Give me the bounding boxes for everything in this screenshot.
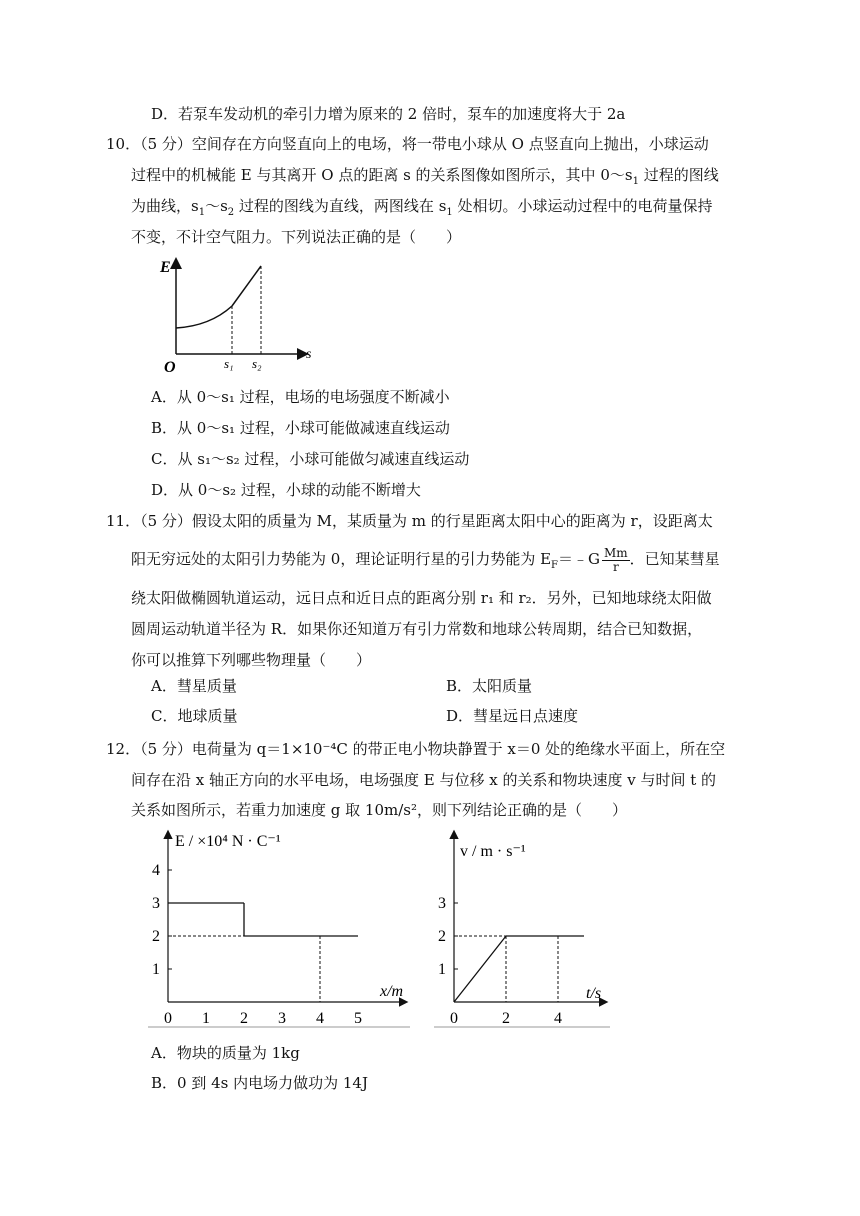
q10-sub: 1	[446, 207, 453, 218]
q10-stem-line-4: 不变，不计空气阻力。下列说法正确的是（ ）	[131, 228, 462, 246]
q11-fraction-den: r	[612, 559, 619, 574]
q12-option-b: B．0 到 4s 内电场力做功为 14J	[151, 1074, 368, 1092]
q10-line2-tail: 过程的图线	[638, 166, 719, 184]
q11-stem-line-1: 11．（5 分）假设太阳的质量为 M，某质量为 m 的行星距离太阳中心的距离为 r，设距离太	[106, 512, 713, 530]
q11-option-b: B．太阳质量	[446, 677, 533, 695]
v-x-tick-label: 0	[450, 1010, 458, 1027]
q12-option-a: A．物块的质量为 1kg	[151, 1044, 300, 1062]
v-x-tick-label: 2	[502, 1010, 510, 1027]
q10-option-a: A．从 0～s₁ 过程，电场的电场强度不断减小	[151, 388, 450, 406]
q10-energy-graph	[150, 254, 320, 376]
q12-v-t-graph	[434, 826, 614, 1030]
q11-stem-line-4: 圆周运动轨道半径为 R．如果你还知道万有引力常数和地球公转周期，结合已知数据，	[131, 620, 703, 638]
e-y-tick-label: 3	[152, 895, 160, 912]
q12-e-x-graph	[148, 826, 420, 1030]
e-y-tick-label: 2	[152, 928, 160, 945]
q10-sub-1: 1	[632, 176, 639, 187]
q11-line2-post: ．已知某彗星	[629, 550, 720, 568]
q11-stem-line-3: 绕太阳做椭圆轨道运动，远日点和近日点的距离分别 r₁ 和 r₂．另外，已知地球绕太阳做	[131, 589, 712, 607]
q12-stem-line-2: 间存在沿 x 轴正方向的水平电场，电场强度 E 与位移 x 的关系和物块速度 v 与时间 t 的	[131, 771, 717, 789]
q10-curve-segment	[176, 306, 232, 328]
q10-stem-line-2	[131, 165, 719, 192]
q12-e-y-label: E / ×10⁴ N · C⁻¹	[175, 833, 281, 850]
v-y-tick-label: 3	[438, 895, 446, 912]
q10-stem-line-3	[131, 196, 713, 223]
e-y-tick-label: 1	[152, 961, 160, 978]
v-y-tick-label: 2	[438, 928, 446, 945]
q11-fraction-num: Mm	[603, 545, 628, 560]
q10-straight-segment	[232, 266, 261, 306]
q11-stem-line-2	[131, 542, 720, 576]
q10-line3-text: ～s	[205, 197, 228, 215]
q11-option-c: C．地球质量	[151, 707, 238, 725]
e-x-tick-label: 0	[164, 1010, 172, 1027]
q12-stem-line-1: 12．（5 分）电荷量为 q＝1×10⁻⁴C 的带正电小物块静置于 x＝0 处的绝缘水平面上，所在空	[106, 740, 726, 758]
e-x-tick-label: 1	[202, 1010, 210, 1027]
q10-line3-text: 处相切。小球运动过程中的电荷量保持	[452, 197, 713, 215]
q10-x-label: s	[306, 347, 312, 362]
q10-option-d: D．从 0～s₂ 过程，小球的动能不断增大	[151, 481, 421, 499]
q10-s1-label: s₁	[224, 356, 234, 371]
q12-stem-line-3: 关系如图所示，若重力加速度 g 取 10m/s²，则下列结论正确的是（ ）	[131, 801, 627, 819]
q12-e-x-label: x/m	[380, 983, 404, 1000]
q12-v-x-label: t/s	[586, 985, 602, 1002]
q10-sub: 2	[227, 207, 235, 218]
e-x-tick-label: 2	[240, 1010, 248, 1027]
q10-y-label: E	[160, 259, 171, 276]
q11-line2-mid: ＝﹣G	[558, 550, 600, 568]
q10-line2-text: 过程中的机械能 E 与其离开 O 点的距离 s 的关系图像如图所示，其中 0～s	[131, 166, 633, 184]
q11-stem-line-5: 你可以推算下列哪些物理量（ ）	[131, 651, 372, 669]
q11-line2-pre: 阳无穷远处的太阳引力势能为 0，理论证明行星的引力势能为 E	[131, 550, 552, 568]
q9-option-d: D．若泵车发动机的牵引力增为原来的 2 倍时，泵车的加速度将大于 2a	[151, 105, 626, 123]
q12-v-y-label: v / m · s⁻¹	[460, 843, 526, 860]
q10-s2-label: s₂	[252, 356, 262, 371]
q11-option-d: D．彗星远日点速度	[446, 707, 579, 725]
q11-option-a: A．彗星质量	[151, 677, 237, 695]
q10-sub: 1	[198, 207, 206, 218]
e-x-tick-label: 3	[278, 1010, 286, 1027]
q10-line3-start: 为曲线，s	[131, 197, 199, 215]
q10-line3-text: 过程的图线为直线，两图线在 s	[234, 197, 447, 215]
v-x-tick-label: 4	[554, 1010, 562, 1027]
v-y-tick-label: 1	[438, 961, 446, 978]
e-x-tick-label: 5	[354, 1010, 362, 1027]
v-series-segment	[454, 936, 506, 1002]
q11-sub-f: F	[551, 560, 558, 571]
e-x-tick-label: 4	[316, 1010, 324, 1027]
e-y-tick-label: 4	[152, 862, 160, 879]
q10-origin-label: O	[164, 359, 176, 376]
q11-fraction	[602, 547, 630, 574]
q10-stem-line-1: 10．（5 分）空间存在方向竖直向上的电场，将一带电小球从 O 点竖直向上抛出，小球运动	[106, 135, 709, 153]
q10-option-c: C．从 s₁～s₂ 过程，小球可能做匀减速直线运动	[151, 450, 470, 468]
q10-option-b: B．从 0～s₁ 过程，小球可能做减速直线运动	[151, 419, 450, 437]
